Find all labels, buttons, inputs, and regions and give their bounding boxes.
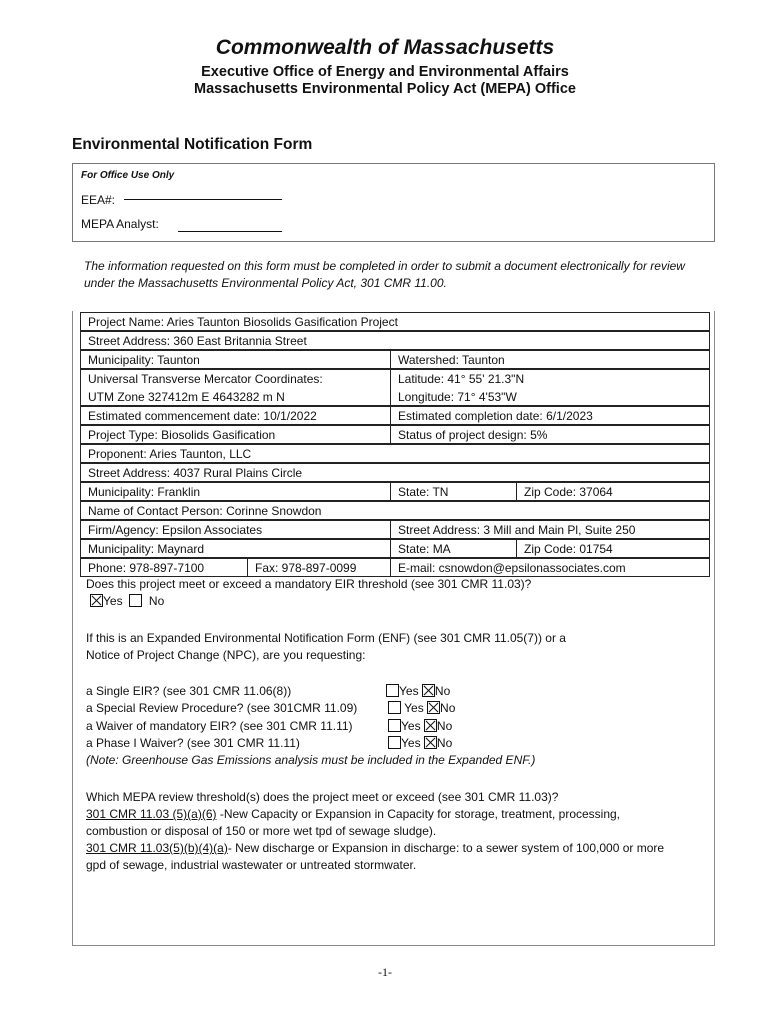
firm-agency-cell: Firm/Agency: Epsilon Associates (80, 520, 391, 539)
utm-line-1: Universal Transverse Mercator Coordinates: (88, 372, 323, 386)
fax-cell: Fax: 978-897-0099 (247, 558, 391, 577)
special-review-yes-checkbox[interactable] (388, 701, 401, 714)
lat-long-cell (390, 369, 710, 406)
header-title: Commonwealth of Massachusetts (215, 36, 555, 59)
firm-state-cell: State: MA (390, 539, 517, 558)
proponent-state-cell: State: TN (390, 482, 517, 501)
project-name-cell: Project Name: Aries Taunton Biosolids Gasification Project (80, 312, 710, 331)
watershed-cell: Watershed: Taunton (390, 350, 710, 369)
completion-cell: Estimated completion date: 6/1/2023 (390, 406, 710, 425)
eir-question: Does this project meet or exceed a mandatory EIR threshold (see 301 CMR 11.03)? (86, 577, 532, 591)
enf-question-line-2: Notice of Project Change (NPC), are you requesting: (86, 648, 366, 662)
latitude: Latitude: 41° 55' 21.3"N (398, 372, 525, 386)
waiver-no-label: No (436, 719, 453, 733)
threshold-2-ref: 301 CMR 11.03(5)(b)(4)(a) (86, 841, 228, 855)
street-address-cell: Street Address: 360 East Britannia Street (80, 331, 710, 350)
utm-cell (80, 369, 391, 406)
design-status-cell: Status of project design: 5% (390, 425, 710, 444)
waiver-options (388, 718, 452, 736)
contact-person-cell: Name of Contact Person: Corinne Snowdon (80, 501, 710, 520)
office-use-label: For Office Use Only (81, 170, 175, 181)
header-subtitle-1: Executive Office of Energy and Environmental Affairs (201, 64, 569, 80)
threshold-2-line-2: gpd of sewage, industrial wastewater or untreated stormwater. (86, 858, 417, 872)
ghg-note: (Note: Greenhouse Gas Emissions analysis must be included in the Expanded ENF.) (86, 753, 536, 767)
threshold-1-line-2: combustion or disposal of 150 or more wet tpd of sewage sludge). (86, 824, 437, 838)
proponent-cell: Proponent: Aries Taunton, LLC (80, 444, 710, 463)
waiver-yes-label: Yes (401, 719, 421, 733)
threshold-1-line-1 (86, 806, 620, 824)
proponent-zip-cell: Zip Code: 37064 (516, 482, 710, 501)
phase-i-waiver-options (388, 735, 452, 753)
enf-question-line-1: If this is an Expanded Environmental Notification Form (ENF) (see 301 CMR 11.05(7)) or a (86, 631, 566, 645)
phone-cell: Phone: 978-897-7100 (80, 558, 248, 577)
eea-field-line[interactable] (124, 199, 282, 200)
office-use-box (72, 163, 715, 242)
eir-answer-row (90, 593, 164, 611)
eir-yes-label: Yes (103, 594, 123, 608)
threshold-1-text-a: -New Capacity or Expansion in Capacity for storage, treatment, processing, (216, 807, 621, 821)
single-eir-yes-label: Yes (399, 684, 419, 698)
mepa-analyst-field-line[interactable] (178, 231, 282, 232)
firm-street-cell: Street Address: 3 Mill and Main Pl, Suite 250 (390, 520, 710, 539)
special-review-yes-label: Yes (404, 701, 424, 715)
page-number: -1- (378, 965, 392, 979)
single-eir-options (386, 683, 450, 701)
request-single-eir: a Single EIR? (see 301 CMR 11.06(8)) (86, 684, 292, 698)
threshold-question: Which MEPA review threshold(s) does the project meet or exceed (see 301 CMR 11.03)? (86, 790, 559, 804)
request-phase-i-waiver: a Phase I Waiver? (see 301 CMR 11.11) (86, 736, 300, 750)
firm-zip-cell: Zip Code: 01754 (516, 539, 710, 558)
form-title: Environmental Notification Form (72, 136, 313, 153)
eir-no-label: No (148, 594, 165, 608)
waiver-yes-checkbox[interactable] (388, 719, 401, 732)
project-type-cell: Project Type: Biosolids Gasification (80, 425, 391, 444)
threshold-1-ref: 301 CMR 11.03 (5)(a)(6) (86, 807, 217, 821)
special-review-no-label: No (440, 701, 456, 715)
commencement-cell: Estimated commencement date: 10/1/2022 (80, 406, 391, 425)
eea-label: EEA#: (81, 193, 116, 207)
single-eir-no-checkbox[interactable] (422, 684, 435, 697)
longitude: Longitude: 71° 4'53"W (398, 390, 517, 404)
municipality-cell: Municipality: Taunton (80, 350, 391, 369)
phase-i-no-checkbox[interactable] (424, 736, 437, 749)
phase-i-yes-checkbox[interactable] (388, 736, 401, 749)
email-cell: E-mail: csnowdon@epsilonassociates.com (390, 558, 710, 577)
header-subtitle-2: Massachusetts Environmental Policy Act (MEPA) Office (194, 81, 576, 97)
threshold-2-line-1 (86, 840, 664, 858)
single-eir-yes-checkbox[interactable] (386, 684, 399, 697)
proponent-street-cell: Street Address: 4037 Rural Plains Circle (80, 463, 710, 482)
eir-yes-checkbox[interactable] (90, 594, 103, 607)
proponent-municipality-cell: Municipality: Franklin (80, 482, 391, 501)
waiver-no-checkbox[interactable] (424, 719, 437, 732)
eir-no-checkbox[interactable] (129, 594, 142, 607)
special-review-no-checkbox[interactable] (427, 701, 440, 714)
intro-text: The information requested on this form must be completed in order to submit a document electronically for review under the Massachusetts Environmental Policy Act, 301 CMR 11.00. (84, 259, 685, 290)
phase-i-yes-label: Yes (401, 736, 421, 750)
phase-i-no-label: No (436, 736, 453, 750)
request-waiver: a Waiver of mandatory EIR? (see 301 CMR 11.11) (86, 719, 353, 733)
request-special-review: a Special Review Procedure? (see 301CMR 11.09) (86, 701, 358, 715)
single-eir-no-label: No (434, 684, 451, 698)
utm-line-2: UTM Zone 327412m E 4643282 m N (88, 390, 285, 404)
mepa-analyst-label: MEPA Analyst: (81, 217, 159, 231)
threshold-2-text-a: - New discharge or Expansion in discharge: to a sewer system of 100,000 or more (227, 841, 665, 855)
firm-municipality-cell: Municipality: Maynard (80, 539, 391, 558)
special-review-options (388, 700, 455, 718)
